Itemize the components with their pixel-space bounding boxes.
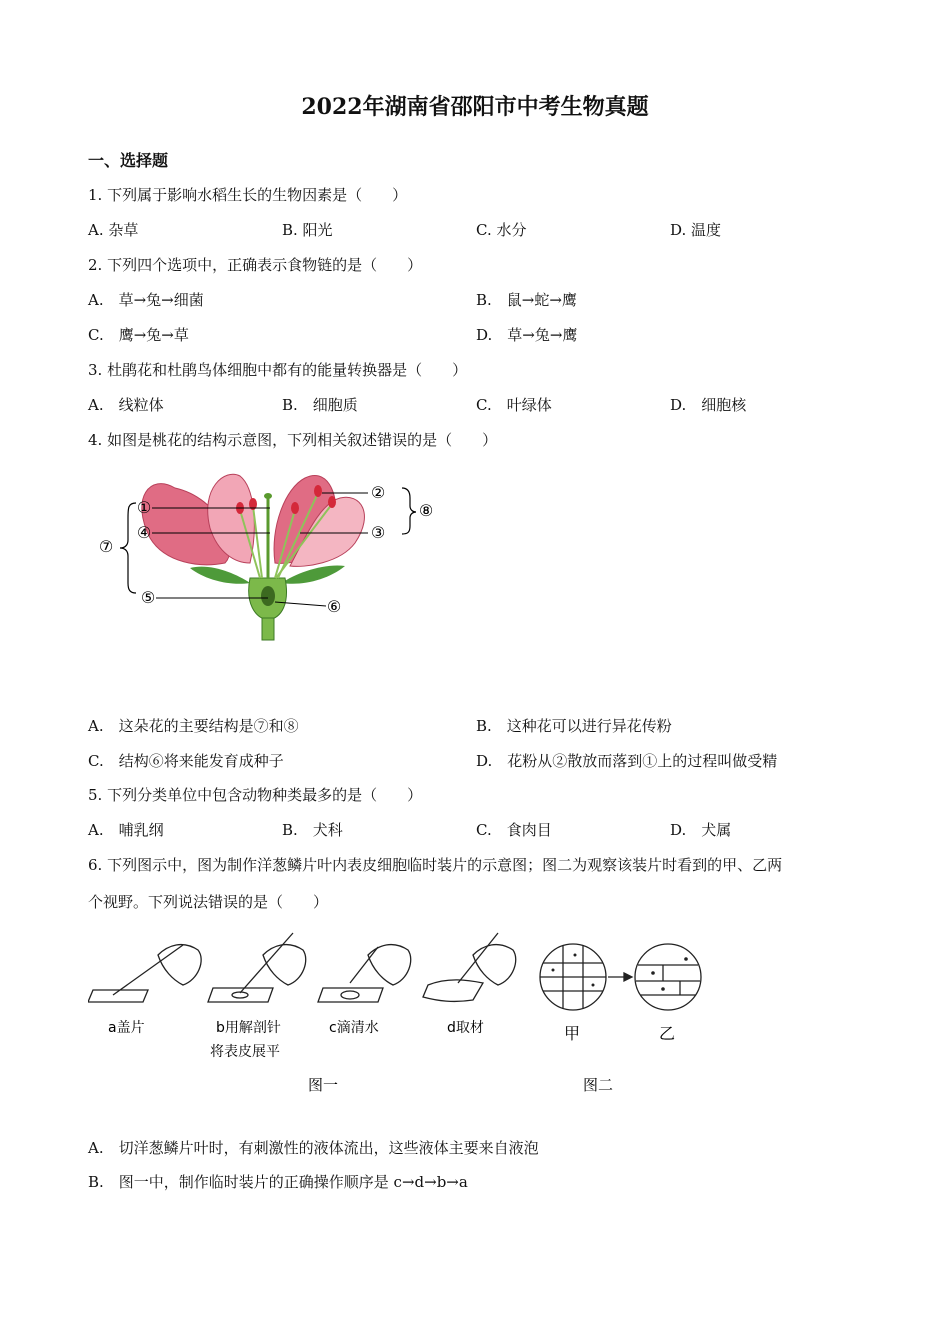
flower-label-6: ⑥ [326, 597, 342, 616]
q2-option-d: D. 草→兔→鹰 [476, 326, 578, 344]
flower-stalk [262, 618, 274, 640]
q1-option-b: B. 阳光 [282, 221, 333, 239]
anther [291, 502, 299, 514]
slide-b [208, 988, 273, 1002]
q3-option-c: C. 叶绿体 [476, 396, 552, 414]
question-1-stem: 1. 下列属于影响水稻生长的生物因素是（ ） [88, 186, 408, 204]
q2-option-b: B. 鼠→蛇→鹰 [476, 291, 577, 309]
q3-option-a: A. 线粒体 [88, 396, 164, 414]
question-3-stem: 3. 杜鹃花和杜鹃鸟体细胞中都有的能量转换器是（ ） [88, 361, 468, 379]
question-6-stem-line1: 6. 下列图示中，图为制作洋葱鳞片叶内表皮细胞临时装片的示意图；图二为观察该装片时看到的甲、乙两 [88, 856, 783, 874]
q6-option-a: A. 切洋葱鳞片叶时，有刺激性的液体流出，这些液体主要来自液泡 [88, 1139, 539, 1157]
q3-option-b: B. 细胞质 [282, 396, 358, 414]
q2-option-c: C. 鹰→兔→草 [88, 326, 189, 344]
step-label-d: d取材 [447, 1020, 484, 1036]
stigma [264, 493, 272, 499]
step-label-a: a盖片 [108, 1020, 145, 1036]
sepal-right [282, 565, 345, 583]
flower-label-2: ② [370, 483, 386, 502]
q5-option-d: D. 犬属 [670, 821, 732, 839]
question-5-stem: 5. 下列分类单位中包含动物种类最多的是（ ） [88, 786, 423, 804]
view-yi [635, 944, 701, 1010]
q1-option-a: A. 杂草 [88, 221, 139, 239]
q4-option-a: A. 这朵花的主要结构是⑦和⑧ [88, 717, 299, 735]
figure-caption-1: 图一 [308, 1076, 339, 1094]
onion-slide-diagram [88, 925, 718, 1100]
flower-label-4: ④ [136, 523, 152, 542]
question-2-stem: 2. 下列四个选项中，正确表示食物链的是（ ） [88, 256, 423, 274]
step-label-b2: 将表皮展平 [210, 1044, 280, 1060]
flower-label-5: ⑤ [140, 588, 156, 607]
sepal-left [190, 567, 250, 584]
q3-option-d: D. 细胞核 [670, 396, 747, 414]
anther [328, 496, 336, 508]
anther [314, 485, 322, 497]
flower-label-3: ③ [370, 523, 386, 542]
step-label-c: c滴清水 [329, 1020, 379, 1036]
flower-label-8: ⑧ [418, 501, 434, 520]
q5-option-b: B. 犬科 [282, 821, 343, 839]
figure-caption-2: 图二 [583, 1076, 614, 1094]
q1-option-c: C. 水分 [476, 221, 527, 239]
ovule [261, 586, 275, 606]
q5-option-c: C. 食肉目 [476, 821, 552, 839]
q1-option-d: D. 温度 [670, 221, 722, 239]
page-title: 2022年湖南省邵阳市中考生物真题 [301, 94, 649, 120]
section-heading: 一、选择题 [88, 151, 169, 170]
q5-option-a: A. 哺乳纲 [88, 821, 164, 839]
peach-flower-diagram [90, 468, 440, 653]
q2-option-a: A. 草→兔→细菌 [88, 291, 204, 309]
q4-option-d: D. 花粉从②散放而落到①上的过程叫做受精 [476, 752, 778, 770]
q4-option-b: B. 这种花可以进行异花传粉 [476, 717, 672, 735]
step-label-b: b用解剖针 [216, 1020, 281, 1036]
q4-option-c: C. 结构⑥将来能发育成种子 [88, 752, 284, 770]
view-label-jia: 甲 [564, 1024, 581, 1043]
question-4-stem: 4. 如图是桃花的结构示意图，下列相关叙述错误的是（ ） [88, 431, 498, 449]
onion-scale-d [423, 980, 483, 1002]
slide-c [318, 988, 383, 1002]
flower-label-1: ① [136, 498, 152, 517]
view-label-yi: 乙 [659, 1024, 676, 1043]
question-6-stem-line2: 个视野。下列说法错误的是（ ） [88, 893, 329, 911]
flower-label-7: ⑦ [98, 537, 114, 556]
q6-option-b: B. 图一中，制作临时装片的正确操作顺序是 c→d→b→a [88, 1173, 468, 1191]
